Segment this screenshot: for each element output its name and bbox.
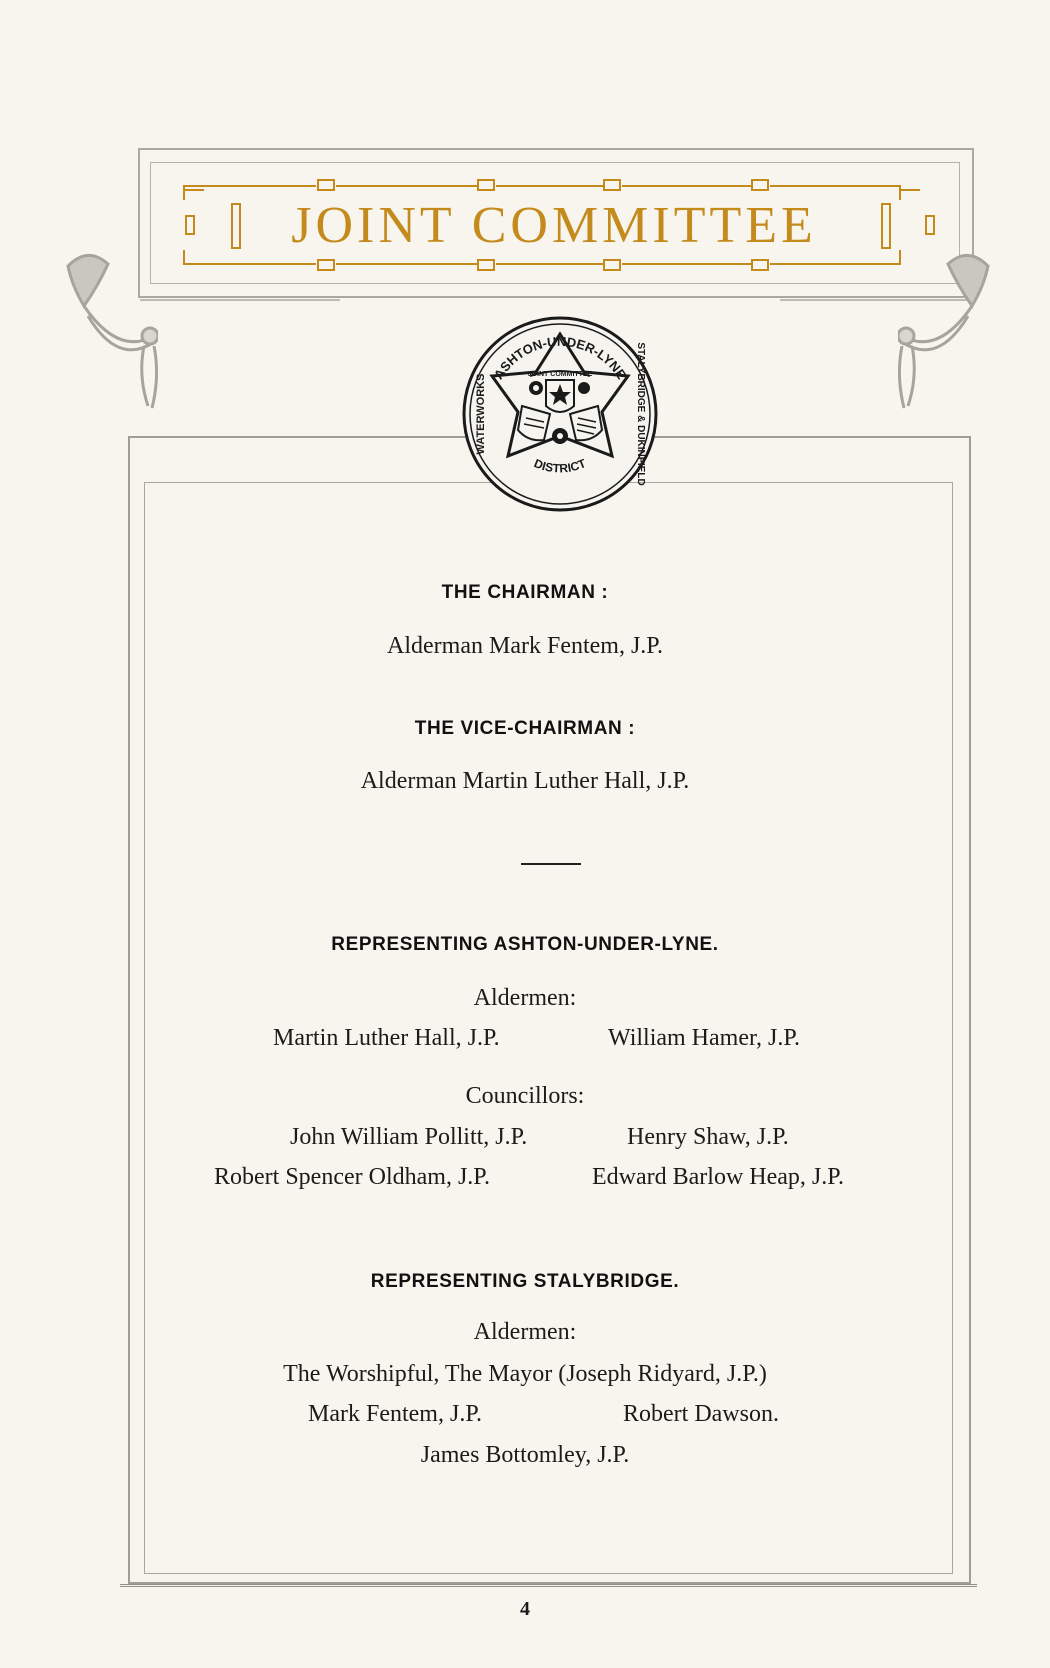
vice-chairman-name: Alderman Martin Luther Hall, J.P. xyxy=(360,768,690,794)
cornucopia-ornament-left xyxy=(58,246,158,416)
page-border-bottom-rule xyxy=(120,1584,977,1587)
stalybridge-alderman-1: Mark Fentem, J.P. xyxy=(308,1401,482,1427)
ashton-councillor-2: Henry Shaw, J.P. xyxy=(627,1124,789,1150)
stalybridge-heading: REPRESENTING STALYBRIDGE. xyxy=(370,1271,680,1292)
seal-text-left: WATERWORKS xyxy=(475,373,487,455)
ashton-councillor-3: Robert Spencer Oldham, J.P. xyxy=(214,1164,490,1190)
ashton-alderman-1: Martin Luther Hall, J.P. xyxy=(273,1025,500,1051)
ashton-councillor-1: John William Pollitt, J.P. xyxy=(290,1124,528,1150)
page-title: JOINT COMMITTEE xyxy=(291,197,817,254)
seal-text-top: ASHTON-UNDER-LYNE xyxy=(490,333,630,382)
ashton-councillor-4: Edward Barlow Heap, J.P. xyxy=(592,1164,844,1190)
stalybridge-alderman-2: Robert Dawson. xyxy=(623,1401,779,1427)
chairman-heading: THE CHAIRMAN : xyxy=(441,582,609,603)
seal-banner: JOINT COMMITTEE xyxy=(527,371,593,378)
page-number: 4 xyxy=(520,1598,530,1620)
stalybridge-alderman-3: James Bottomley, J.P. xyxy=(420,1442,630,1468)
ashton-heading: REPRESENTING ASHTON-UNDER-LYNE. xyxy=(331,934,719,955)
seal-text-right: STALYBRIDGE & DUKINFIELD xyxy=(635,342,646,486)
joint-committee-seal xyxy=(460,314,660,514)
cornucopia-ornament-right xyxy=(898,246,998,416)
seal-text-bottom: DISTRICT xyxy=(532,456,588,476)
stalybridge-aldermen-label: Aldermen: xyxy=(473,1319,577,1345)
ashton-councillors-label: Councillors: xyxy=(465,1083,585,1109)
stalybridge-alderman-mayor: The Worshipful, The Mayor (Joseph Ridyard, J.P.) xyxy=(283,1361,767,1387)
chairman-name: Alderman Mark Fentem, J.P. xyxy=(387,633,663,659)
section-divider xyxy=(521,863,581,865)
ashton-aldermen-label: Aldermen: xyxy=(473,985,577,1011)
ashton-alderman-2: William Hamer, J.P. xyxy=(608,1025,801,1051)
vice-chairman-heading: THE VICE-CHAIRMAN : xyxy=(414,718,636,739)
